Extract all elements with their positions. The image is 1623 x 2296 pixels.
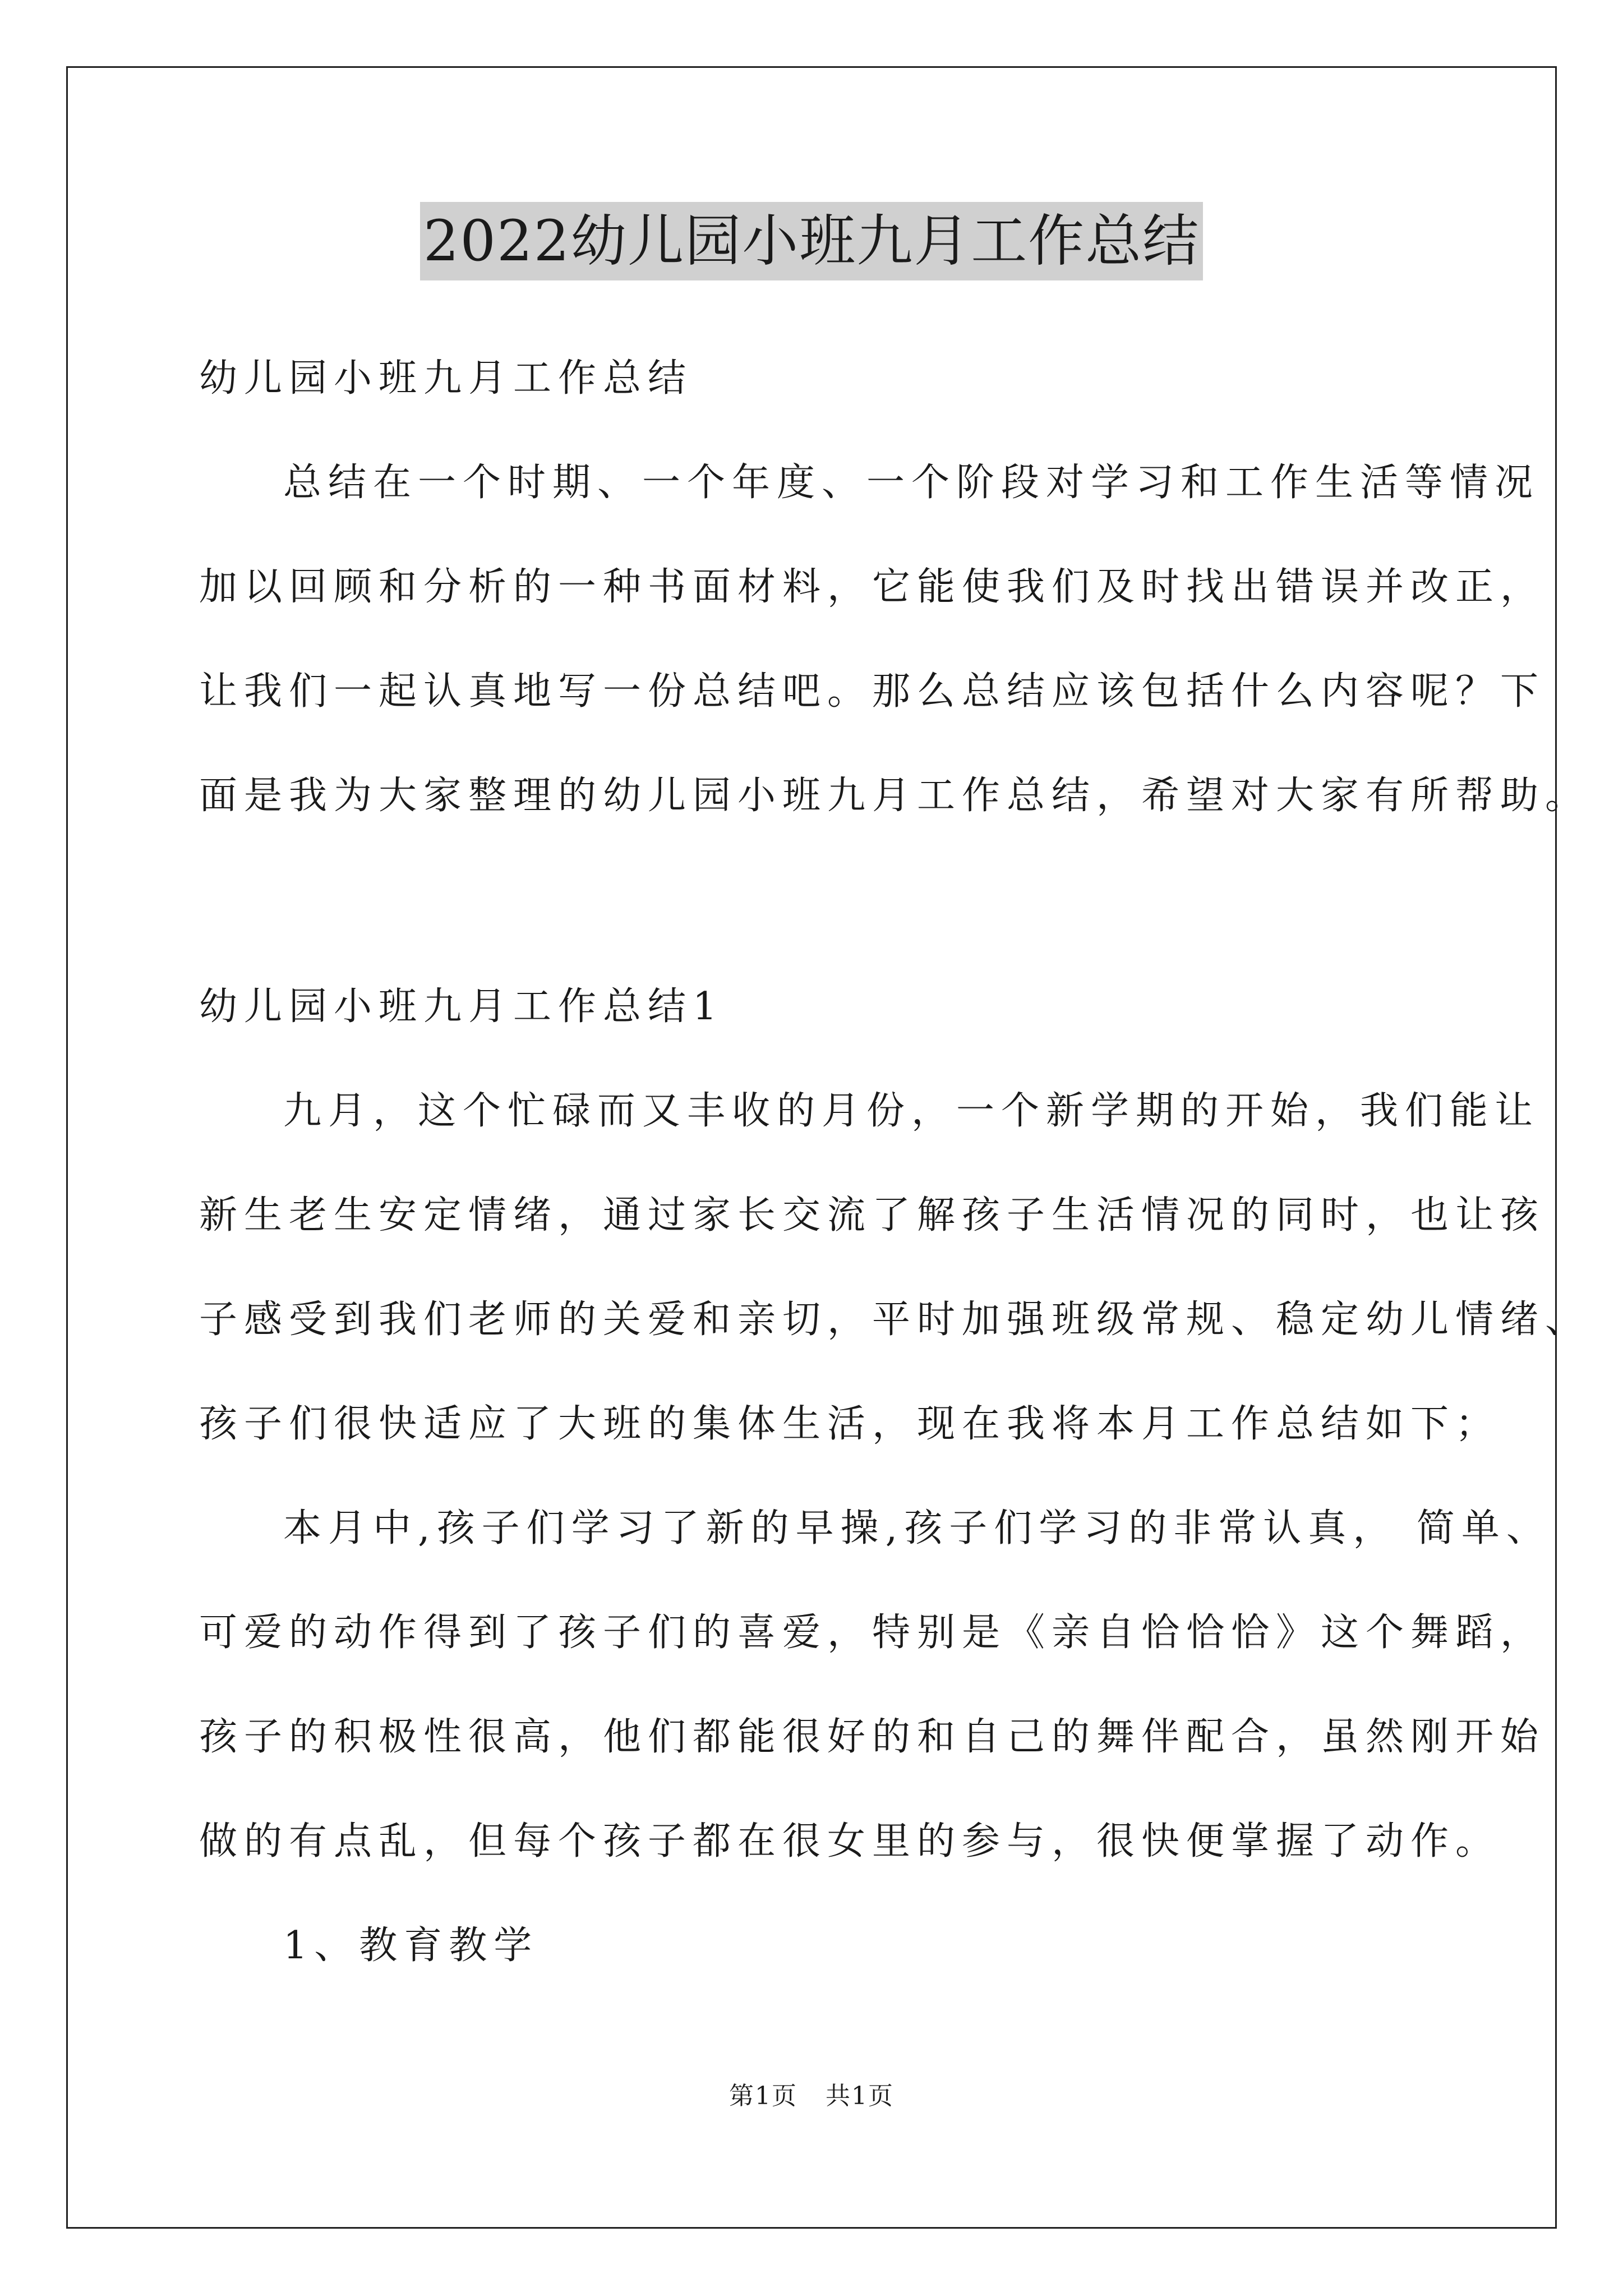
page-total: 共1页	[826, 2082, 894, 2110]
paragraph-2-line-2: 可爱的动作得到了孩子们的喜爱，特别是《亲自恰恰恰》这个舞蹈，	[199, 1611, 1546, 1655]
paragraph-1-line-2: 新生老生安定情绪，通过家长交流了解孩子生活情况的同时，也让孩	[199, 1193, 1546, 1237]
paragraph-1-line-3: 子感受到我们老师的关爱和亲切，平时加强班级常规、稳定幼儿情绪、	[199, 1297, 1590, 1342]
paragraph-2-line-4: 做的有点乱，但每个孩子都在很女里的参与，很快便掌握了动作。	[199, 1819, 1501, 1864]
document-body	[199, 348, 1590, 2019]
intro-line-3: 让我们一起认真地写一份总结吧。那么总结应该包括什么内容呢？下	[199, 669, 1546, 714]
page-number: 第1页	[729, 2082, 797, 2110]
page-footer	[0, 2076, 1623, 2111]
paragraph-2-line-3: 孩子的积极性很高，他们都能很好的和自己的舞伴配合，虽然刚开始	[199, 1715, 1546, 1759]
title-container	[0, 202, 1623, 280]
paragraph-1-line-4: 孩子们很快适应了大班的集体生活，现在我将本月工作总结如下；	[199, 1402, 1501, 1446]
intro-line-2: 加以回顾和分析的一种书面材料，它能使我们及时找出错误并改正，	[199, 565, 1546, 609]
paragraph-1-line-1: 九月，这个忙碌而又丰收的月份，一个新学期的开始，我们能让	[283, 1089, 1540, 1133]
intro-line-1: 总结在一个时期、一个年度、一个阶段对学习和工作生活等情况	[283, 461, 1540, 505]
section-heading: 幼儿园小班九月工作总结1	[199, 984, 724, 1029]
paragraph-2-line-1: 本月中,孩子们学习了新的早操,孩子们学习的非常认真， 简单、	[283, 1506, 1551, 1550]
list-item-1: 1、教育教学	[283, 1924, 539, 1968]
document-title: 2022幼儿园小班九月工作总结	[420, 202, 1204, 280]
subtitle: 幼儿园小班九月工作总结	[199, 356, 693, 401]
intro-line-4: 面是我为大家整理的幼儿园小班九月工作总结，希望对大家有所帮助。	[199, 774, 1590, 818]
